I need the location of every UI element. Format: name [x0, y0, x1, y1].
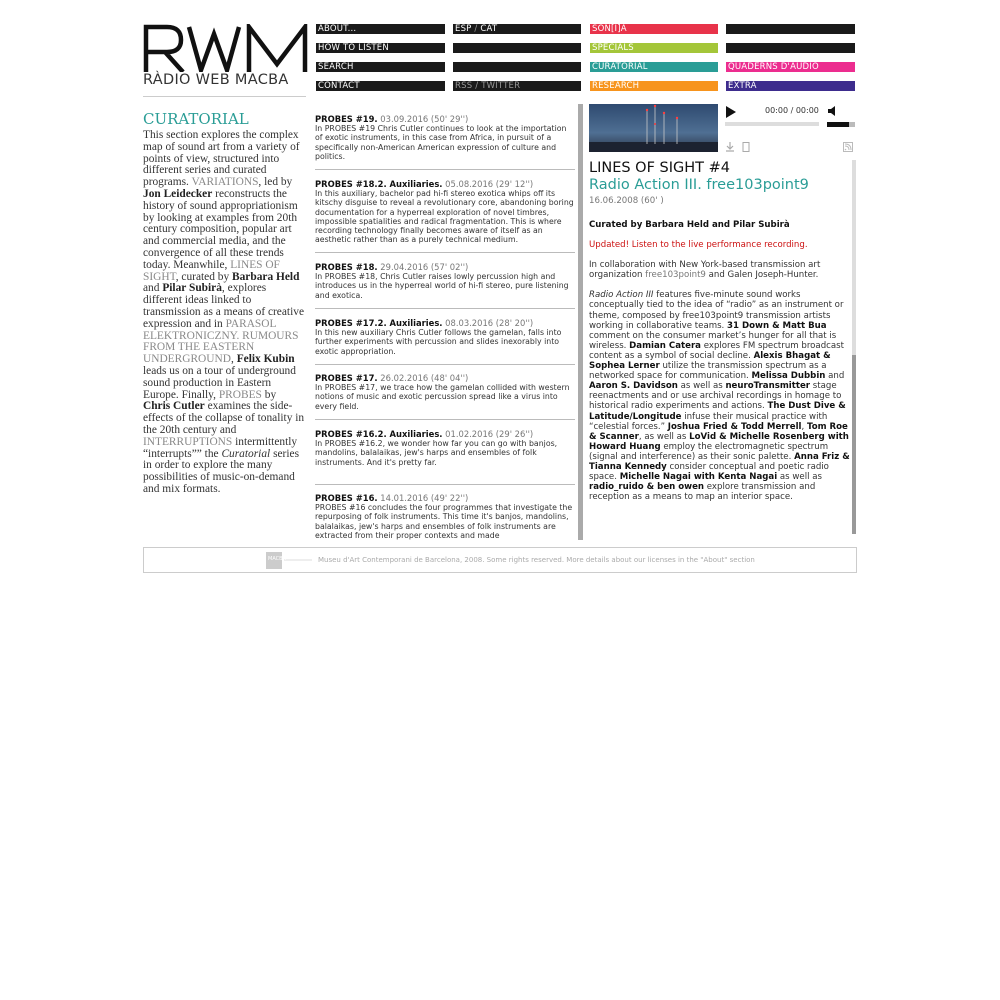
list-item[interactable] [315, 429, 575, 467]
divider [315, 252, 575, 253]
detail-collab [589, 260, 851, 280]
artist-name: 31 Down & Matt Bua [727, 320, 827, 331]
item-title[interactable]: PROBES #17. [315, 373, 378, 383]
macba-logo-label: MACBA [268, 556, 286, 562]
download-icon[interactable] [725, 142, 735, 152]
detail-text: as well as [779, 472, 822, 483]
intro-text: , curated by [175, 270, 230, 283]
item-summary: In this auxiliary, bachelor pad hi-fi stereo exotica whips off its kitschy disguise to reveal a revolutionary core, abandoning boring documentation for a hyperreal exploration of novel timbres, impossible spatialities and radical fragmentation. This is where recording technology finally becomes aware of itself as an aesthetic rather than as a purely technical medium. [315, 189, 574, 245]
detail-text: comment on the consumer market’s hunger for all that is wireless. [589, 330, 837, 351]
nav-search[interactable]: SEARCH [316, 62, 445, 72]
social-slash: / [472, 81, 482, 91]
nav-quaderns-daudio[interactable]: QUADERNS D'ÀUDIO [726, 62, 855, 72]
detail-text: consider conceptual and poetic radio space. [589, 461, 829, 483]
link-parasol[interactable]: PARASOL ELEKTRONICZNY. RUMOURS FROM THE EASTERN UNDERGROUND [143, 317, 299, 366]
nav-empty-2 [453, 62, 581, 72]
section-intro [143, 130, 306, 496]
artist-name: LoVid & Michelle Rosenberg with Howard Huang [589, 431, 849, 452]
lang-esp[interactable]: ESP [455, 24, 472, 34]
list-item[interactable] [315, 493, 575, 540]
audio-player [725, 104, 855, 138]
name-pilar-subira: Pilar Subirà [162, 282, 222, 295]
item-date: 03.09.2016 (50' 29'') [380, 114, 469, 124]
detail-curated: Curated by Barbara Held and Pilar Subirà [589, 220, 790, 230]
artist-name: Joshua Fried & Todd Merrell [667, 421, 802, 432]
divider [315, 419, 575, 420]
divider [315, 484, 575, 485]
nav-empty-3 [726, 24, 855, 34]
list-item[interactable] [315, 114, 575, 161]
nav-curatorial[interactable]: CURATORIAL [590, 62, 718, 72]
detail-text: employ the electromagnetic spectrum (signal and interference) as their sonic palette. [589, 441, 829, 462]
intro-text: series in order to explore the many possibilities of music-on-demand and mix formats. [143, 447, 299, 495]
item-title[interactable]: PROBES #16. [315, 493, 378, 503]
artist-name: radio_ruido & ben owen [589, 482, 705, 493]
detail-scrollbar-thumb[interactable] [852, 355, 856, 534]
nav-social [453, 81, 581, 91]
item-date: 14.01.2016 (49' 22'') [380, 493, 469, 503]
item-summary: PROBES #16 concludes the four programmes that investigate the repurposing of folk instruments. This time it's banjos, mandolins, balalaikas, jew's harps and ensembles of folk instruments are extracted from their proper contexts and made [315, 503, 573, 540]
name-chris-cutler: Chris Cutler [143, 400, 205, 413]
detail-date: 16.06.2008 (60' ) [589, 196, 664, 206]
divider [315, 308, 575, 309]
intro-text: , led by [258, 176, 293, 189]
detail-italic: Radio Action III [589, 290, 654, 301]
item-title[interactable]: PROBES #16.2. Auxiliaries. [315, 429, 443, 439]
nav-specials[interactable]: SPECIALS [590, 43, 718, 53]
nav-extra[interactable]: EXTRA [726, 81, 855, 91]
detail-text: infuse their musical practice with “celestial forces.” [589, 411, 828, 432]
list-item[interactable] [315, 262, 575, 300]
rss-icon[interactable] [843, 142, 853, 152]
macba-logo[interactable] [266, 552, 312, 569]
artist-name: Michelle Nagai with Kenta Nagai [619, 472, 778, 483]
progress-bar[interactable] [725, 122, 819, 126]
time-separator: / [788, 106, 796, 115]
list-scrollbar[interactable] [578, 104, 583, 540]
intro-text: , [230, 353, 234, 366]
nav-empty-1 [453, 43, 581, 53]
divider [315, 364, 575, 365]
detail-subtitle: Radio Action III. free103point9 [589, 177, 809, 193]
time-current: 00:00 [765, 106, 789, 115]
artist-name: Damian Catera [629, 340, 701, 351]
item-title[interactable]: PROBES #18.2. Auxiliaries. [315, 179, 443, 189]
link-twitter[interactable]: TWITTER [481, 81, 521, 91]
volume-slider[interactable] [827, 122, 855, 127]
item-title[interactable]: PROBES #18. [315, 262, 378, 272]
nav-contact[interactable]: CONTACT [316, 81, 445, 91]
program-detail [589, 160, 851, 534]
detail-text: stage reenactments and or use archival recordings in homage to historical radio experiments and actions. [589, 381, 842, 412]
link-variations[interactable]: VARIATIONS [191, 176, 259, 189]
detail-scrollbar[interactable] [852, 160, 856, 534]
intro-text: reconstructs the history of sound appropriationism by looking at examples from 20th century composition, popular art and commercial media, and the convergence of all these trends today. Meanwhile, [143, 187, 298, 271]
detail-text: explore transmission and reception as a means to map an interior space. [589, 482, 816, 503]
detail-text: , [801, 421, 805, 432]
detail-text: , as well as [638, 431, 687, 442]
detail-text: and [828, 371, 845, 382]
link-rss[interactable]: RSS [455, 81, 473, 91]
artist-name: Tom Roe & Scanner [589, 421, 848, 442]
item-title[interactable]: PROBES #17.2. Auxiliaries. [315, 318, 443, 328]
intro-text: intermittently “interrupts”” the [143, 435, 298, 460]
list-item[interactable] [315, 373, 575, 411]
artist-name: Aaron S. Davidson [589, 381, 678, 392]
intro-text: and [143, 282, 160, 295]
nav-language [453, 24, 581, 34]
item-title[interactable]: PROBES #19. [315, 114, 378, 124]
nav-sonia[interactable]: SON[I]A [590, 24, 718, 34]
link-lines-of-sight[interactable]: LINES OF SIGHT [143, 258, 280, 283]
nav-how-to-listen[interactable]: HOW TO LISTEN [316, 43, 445, 53]
lang-slash: / [471, 24, 481, 34]
name-barbara-held: Barbara Held [232, 270, 300, 283]
intro-text: leads us on a tour of underground sound production in Eastern Europe. Finally, [143, 364, 296, 401]
list-scrollbar-thumb[interactable] [578, 104, 583, 540]
artist-name: Anna Friz & Tianna Kennedy [589, 451, 850, 472]
item-date: 08.03.2016 (28' 20'') [445, 318, 534, 328]
item-summary: In PROBES #18, Chris Cutler raises lowly percussion high and introduces us in the hyperreal world of hi-fi stereo, pure listening and exotica. [315, 272, 569, 300]
item-date: 05.08.2016 (29' 12'') [445, 179, 534, 189]
logo-wordmark: RÀDIO WEB MACBA [143, 72, 289, 88]
item-summary: In this new auxiliary Chris Cutler follows the gamelan, falls into further experiments with percussion and slides inexorably into exotic appropriation. [315, 328, 562, 356]
divider [315, 169, 575, 170]
intro-italic: Curatorial [221, 447, 271, 460]
artist-name: The Dust Dive & Latitude/Longitude [589, 401, 846, 422]
rwm-logo[interactable] [143, 24, 308, 72]
intro-text: examines the side-effects of the collapse of tonality in the 20th century and [143, 400, 305, 436]
item-summary: In PROBES #17, we trace how the gamelan collided with western notions of music and exotic percussion spread like a virus into every field. [315, 383, 570, 411]
volume-fill [827, 122, 849, 127]
detail-text: features five-minute sound works conceptually tied to the idea of “radio” as an instrument or theme, composed by free103point9 transmission artists working in collaborative teams. [589, 290, 844, 331]
nav-empty-4 [726, 43, 855, 53]
section-description [143, 110, 306, 496]
list-item[interactable] [315, 318, 575, 356]
link-interruptions[interactable]: INTERRUPTIONS [143, 435, 233, 448]
nav-research[interactable]: RESEARCH [590, 81, 718, 91]
detail-text: as well as [680, 381, 723, 392]
footer [143, 547, 857, 573]
program-list [315, 104, 578, 540]
item-summary: In PROBES #19 Chris Cutler continues to look at the importation of exotic instruments, in this case from Africa, in pursuit of a specifically non-American American expression of culture and politics. [315, 124, 567, 161]
detail-text: explores FM spectrum broadcast content as a symbol of social decline. [589, 340, 844, 361]
intro-text: , explores different ideas linked to transmission as a means of creative expression and in [143, 282, 304, 330]
detail-title: LINES OF SIGHT #4 [589, 160, 730, 176]
time-total: 00:00 [795, 106, 819, 115]
time-display [765, 106, 819, 115]
volume-icon[interactable] [827, 105, 839, 117]
intro-text: by [264, 388, 277, 401]
artist-name: Melissa Dubbin [751, 371, 826, 382]
detail-text: and Galen Joseph-Hunter. [708, 270, 819, 281]
item-summary: In PROBES #16.2, we wonder how far you can go with banjos, mandolins, balalaikas, jew's harps and ensembles of folk instruments. And it's pretty far. [315, 439, 558, 467]
item-date: 01.02.2016 (29' 26'') [445, 429, 534, 439]
link-probes[interactable]: PROBES [218, 388, 262, 401]
detail-body [589, 290, 851, 502]
play-icon[interactable] [725, 106, 737, 118]
section-title: CURATORIAL [143, 110, 249, 128]
name-felix-kubin: Felix Kubin [236, 353, 295, 366]
item-date: 29.04.2016 (57' 02'') [380, 262, 469, 272]
detail-text: utilize the transmission spectrum as a networked space for communication. [589, 361, 827, 382]
detail-text: In collaboration with New York-based transmission art organization [589, 260, 821, 281]
logo-divider [143, 96, 306, 97]
name-jon-leidecker: Jon Leidecker [143, 187, 213, 200]
footer-copyright: Museu d'Art Contemporani de Barcelona, 2008. Some rights reserved. More details about our licenses in the "About" section [318, 556, 755, 564]
intro-text: This section explores the complex map of sound art from a variety of points of view, structured into different series and curated programs. [143, 129, 300, 189]
nav-about[interactable]: ABOUT... [316, 24, 445, 34]
detail-updated-link[interactable]: Updated! Listen to the live performance recording. [589, 240, 808, 251]
bookmark-icon[interactable] [741, 142, 751, 152]
list-item[interactable] [315, 179, 575, 245]
artist-name: Alexis Bhagat & Sophea Lerner [589, 350, 831, 372]
program-image [589, 104, 718, 152]
item-date: 26.02.2016 (48' 04'') [380, 373, 469, 383]
artist-name: neuroTransmitter [725, 381, 811, 392]
lang-cat[interactable]: CAT [480, 24, 498, 34]
link-free103point9[interactable]: free103point9 [645, 270, 706, 281]
